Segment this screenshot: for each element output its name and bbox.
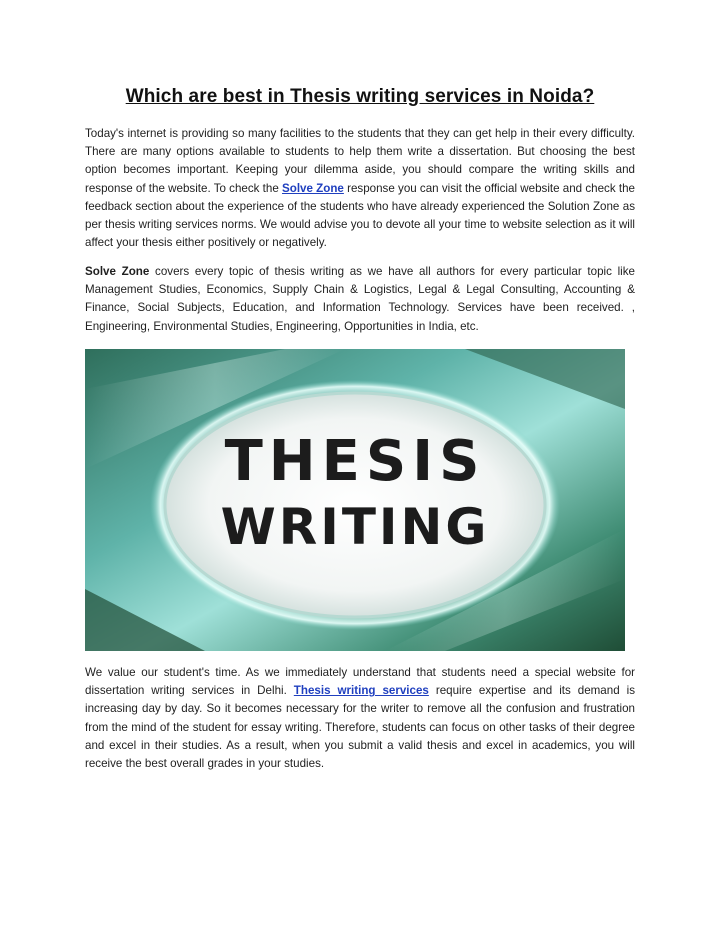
image-text-thesis: THESIS <box>224 429 486 494</box>
image-text-writing: WRITING <box>220 498 490 556</box>
solve-zone-bold-label: Solve Zone <box>85 265 150 278</box>
paragraph-intro-text-start: Today's internet is providing so many facilities to the students that they can get help in their every difficulty. There are many options available to students to help them write a dissertation. But choosing the best option becomes important. Keeping your dilemma aside, you should compare the writing skills and response of the website. To check the <box>85 127 635 195</box>
paragraph-topics-text: covers every topic of thesis writing as we have all authors for every particular topic like Management Studies, Economics, Supply Chain & Logistics, Legal & Legal Consulting, Accounting & Finance, Social Subjects, Education, and Information Technology. Services have been received. , Engineering, Environmental Studies, Engineering, Opportunities in India, etc. <box>85 265 635 333</box>
thesis-writing-image <box>85 349 625 651</box>
paragraph-intro-text-end: response you can visit the official website and check the feedback section about the experience of the students who have already experienced the Solution Zone as per thesis writing services norms. We would advise you to devote all your time to website selection as it will affect your thesis either positively or negatively. <box>85 181 635 250</box>
paragraph-topics <box>85 263 635 336</box>
thesis-writing-services-link[interactable]: Thesis writing services <box>293 684 429 698</box>
paragraph-closing-text-end: require expertise and its demand is increasing day by day. So it becomes necessary for the writer to remove all the confusion and frustration from the mind of the student for essay writing. Therefore, students can focus on other tasks of their degree and excel in their studies. As a result, when you submit a valid thesis and excel in academics, you will receive the best overall grades in your studies. <box>85 684 635 771</box>
solve-zone-link[interactable]: Solve Zone <box>282 181 344 195</box>
document-title: Which are best in Thesis writing services in Noida? <box>125 86 595 107</box>
paragraph-closing-text-start: We value our student's time. As we immediately understand that students need a special website for dissertation writing services in Delhi. <box>85 666 635 698</box>
paragraph-closing <box>85 664 635 773</box>
paragraph-intro <box>85 125 635 252</box>
